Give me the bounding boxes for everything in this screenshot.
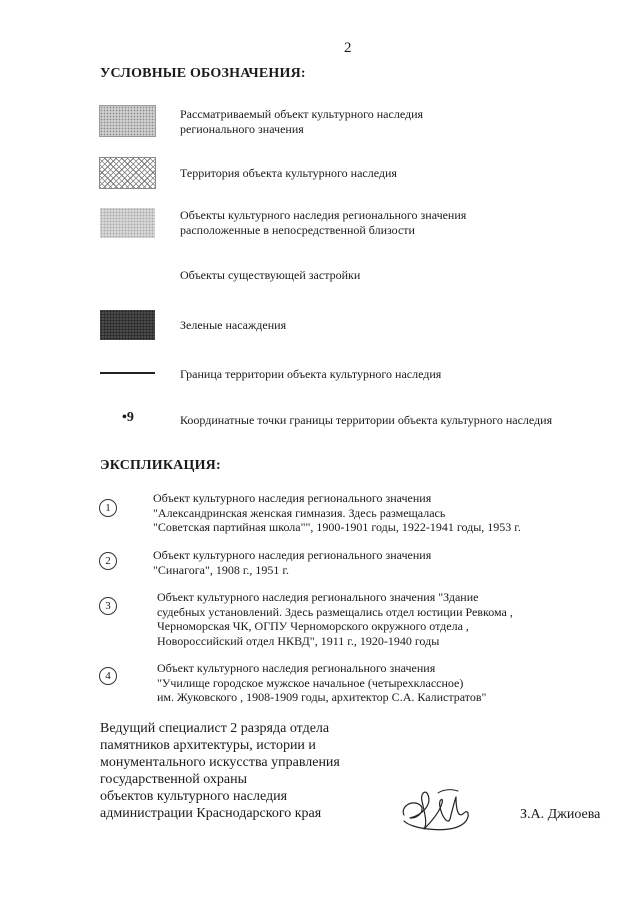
legend-text-considered-object: Рассматриваемый объект культурного наследия регионального значения [180,107,424,136]
legend-text-heritage-territory: Территория объекта культурного наследия [180,166,397,180]
page-number: 2 [344,40,352,56]
legend-swatch-green-spaces [100,310,155,340]
explication-number-4: 4 [99,667,117,685]
signatory-name: З.А. Джиоева [520,807,601,822]
explication-text-4: Объект культурного наследия регионального значения "Училище городское мужское начальное (четырехклассное) им. Жуковского , 1908-1909 годы, архитектор С.А. Калистратов" [157,661,487,704]
legend-text-boundary-line: Граница территории объекта культурного наследия [180,367,442,381]
legend-text-existing-buildings: Объекты существующей застройки [180,268,361,282]
legend-text-coordinate-points: Координатные точки границы территории объекта культурного наследия [180,413,553,427]
explication-text-2: Объект культурного наследия регионального значения "Синагога", 1908 г., 1951 г. [153,548,432,577]
explication-number-3: 3 [99,597,117,615]
legend-swatch-boundary-line [100,372,155,374]
legend-text-green-spaces: Зеленые насаждения [180,318,287,332]
legend-text-nearby-objects: Объекты культурного наследия регионального значения расположенные в непосредственной близости [180,208,467,237]
explication-text-1: Объект культурного наследия регионального значения "Александринская женская гимназия. Здесь размещалась "Советская партийная школа"", 1900-1901 годы, 1922-1941 годы, 1953 г. [153,491,521,534]
legend-swatch-heritage-territory [100,158,155,188]
legend-heading: УСЛОВНЫЕ ОБОЗНАЧЕНИЯ: [100,66,306,81]
explication-number-2: 2 [99,552,117,570]
explication-heading: ЭКСПЛИКАЦИЯ: [100,458,221,473]
explication-text-3: Объект культурного наследия регионального значения "Здание судебных установлений. Здесь размещались отдел юстиции Ревкома , Черноморская ЧК, ОГПУ Черноморского окружного отдела , Новороссийский отдел НКВД", 1911 г., 1920-1940 годы [157,590,513,648]
legend-swatch-nearby-objects [100,208,155,238]
legend-swatch-considered-object [100,106,155,136]
signatory-position: Ведущий специалист 2 разряда отдела памятников архитектуры, истории и монументального искусства управления государственной охраны объектов культурного наследия администрации Краснодарского края [100,721,340,821]
coordinate-point-marker: •9 [122,410,134,425]
explication-number-1: 1 [99,499,117,517]
handwritten-signature [398,785,478,840]
legend-swatch-existing-buildings [100,259,155,289]
